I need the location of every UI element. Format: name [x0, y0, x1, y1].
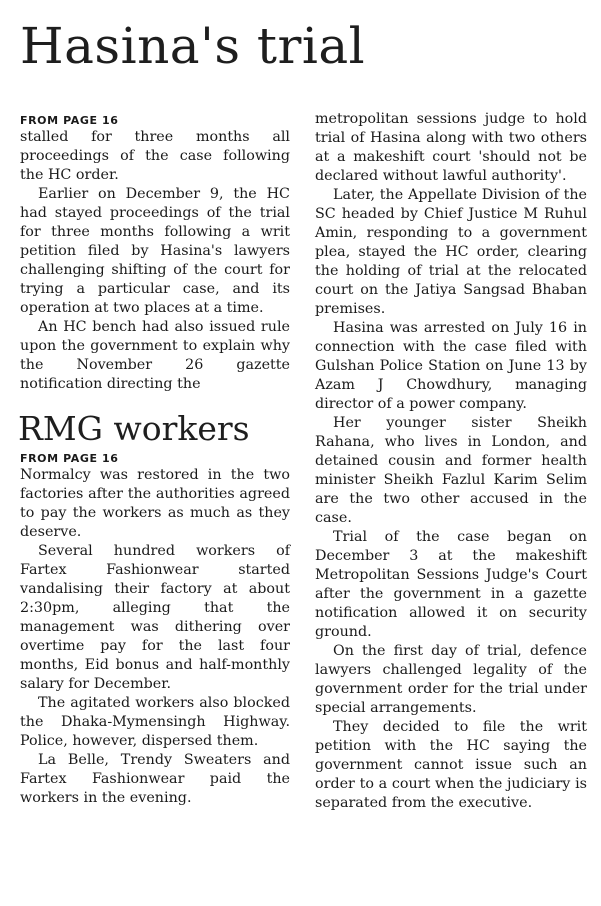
story1-paragraph: Trial of the case began on December 3 at the makeshift Metropolitan Sessions Judge's Court after the government in a gazette notification allowed it on security ground.: [315, 529, 587, 640]
story1-paragraph: Hasina was arrested on July 16 in connection with the case filed with Gulshan Police Station on June 13 by Azam J Chowdhury, managing director of a power company.: [315, 320, 587, 412]
story1-paragraph: Earlier on December 9, the HC had stayed proceedings of the trial for three months following a writ petition filed by Hasina's lawyers challenging shifting of the court for trying a particular case, and its operation at two places at a time.: [20, 186, 290, 316]
jump-label-story2: FROM PAGE 16: [20, 452, 119, 465]
left-column: [20, 110, 290, 808]
story1-paragraph: Later, the Appellate Division of the SC headed by Chief Justice M Ruhul Amin, responding to a government plea, stayed the HC order, clearing the holding of trial at the relocated court on the Jatiya Sangsad Bhaban premises.: [315, 187, 587, 317]
story2-paragraph: La Belle, Trendy Sweaters and Fartex Fashionwear paid the workers in the evening.: [20, 752, 290, 806]
story1-paragraph: On the first day of trial, defence lawyers challenged legality of the government order for the trial under special arrangements.: [315, 643, 587, 716]
story1-paragraph: stalled for three months all proceedings of the case following the HC order.: [20, 129, 290, 183]
right-column: [315, 110, 587, 813]
story2-paragraph: Normalcy was restored in the two factories after the authorities agreed to pay the workers as much as they deserve.: [20, 467, 290, 540]
story1-paragraph: They decided to file the writ petition with the HC saying the government cannot issue such an order to a court when the judiciary is separated from the executive.: [315, 719, 587, 811]
story1-paragraph: Her younger sister Sheikh Rahana, who lives in London, and detained cousin and former health minister Sheikh Fazlul Karim Selim are the two other accused in the case.: [315, 415, 587, 526]
story1-paragraph: metropolitan sessions judge to hold trial of Hasina along with two others at a makeshift court 'should not be declared without lawful authority'.: [315, 111, 587, 184]
headline-hasinas-trial: Hasina's trial: [20, 17, 366, 75]
story2-paragraph: The agitated workers also blocked the Dhaka-Mymensingh Highway. Police, however, dispersed them.: [20, 695, 290, 749]
story2-paragraph: Several hundred workers of Fartex Fashionwear started vandalising their factory at about 2:30pm, alleging that the management was dithering over overtime pay for the last four months, Eid bonus and half-monthly salary for December.: [20, 543, 290, 692]
story1-paragraph: An HC bench had also issued rule upon the government to explain why the November 26 gazette notification directing the: [20, 319, 290, 392]
headline-rmg-workers: RMG workers: [18, 409, 250, 448]
jump-label-story1: FROM PAGE 16: [20, 114, 119, 127]
